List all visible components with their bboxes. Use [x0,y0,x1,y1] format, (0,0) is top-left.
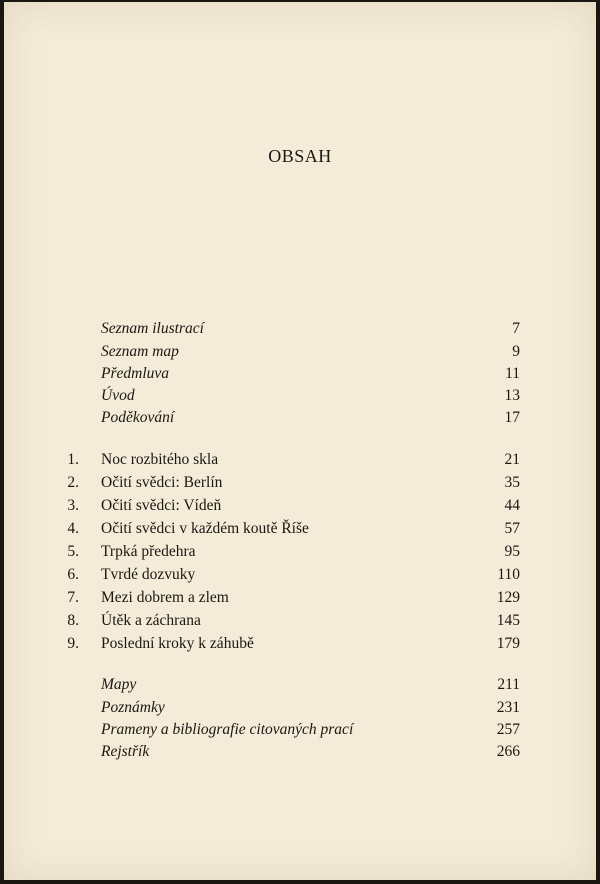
toc-chapter-number: 1. [67,451,79,468]
toc-chapter-number: 7. [67,589,79,606]
toc-entry [0,341,600,363]
toc-entry-page: 13 [504,387,520,404]
toc-chapter [0,518,600,540]
toc-chapter-page: 21 [504,451,520,468]
toc-entry [0,697,600,719]
toc-entry [0,363,600,385]
toc-entry-label: Poznámky [101,699,165,716]
toc-entry [0,719,600,741]
toc-chapter-label: Útěk a záchrana [101,612,201,629]
toc-chapter-page: 110 [497,566,520,583]
toc-chapter-number: 5. [67,543,79,560]
toc-chapter-number: 2. [67,474,79,491]
toc-chapter-page: 179 [496,635,520,652]
toc-entry-label: Úvod [101,387,135,404]
toc-chapter [0,633,600,655]
toc-chapter-number: 9. [67,635,79,652]
toc-chapter-label: Tvrdé dozvuky [101,566,196,583]
toc-chapter-label: Poslední kroky k záhubě [101,635,254,652]
toc-entry-page: 7 [512,320,520,337]
toc-entry-label: Seznam map [101,343,179,360]
toc-chapter-label: Očití svědci: Vídeň [101,497,222,514]
toc-entry-label: Seznam ilustrací [101,320,204,337]
toc-chapter-label: Mezi dobrem a zlem [101,589,229,606]
toc-entry-page: 211 [497,676,520,693]
toc-entry-page: 17 [504,409,520,426]
toc-chapter-number: 8. [67,612,79,629]
toc-entry-label: Poděkování [101,409,175,426]
toc-chapter-page: 44 [504,497,520,514]
toc-chapter-label: Očití svědci v každém koutě Říše [101,520,309,537]
toc-chapter-page: 95 [504,543,520,560]
toc-chapter [0,564,600,586]
toc-chapter [0,472,600,494]
toc-chapter-page: 129 [496,589,520,606]
toc-chapter-label: Noc rozbitého skla [101,451,219,468]
toc-entry [0,385,600,407]
toc-chapter-number: 4. [67,520,79,537]
toc-chapter-number: 3. [67,497,79,514]
toc-chapter-page: 57 [504,520,520,537]
toc-entry [0,407,600,429]
toc-entry-label: Prameny a bibliografie citovaných prací [101,721,354,738]
toc-chapter [0,610,600,632]
toc-entry-page: 231 [496,699,520,716]
toc-entry-page: 266 [496,743,520,760]
toc-entry [0,741,600,763]
toc-chapter-label: Očití svědci: Berlín [101,474,223,491]
toc-entry-page: 9 [512,343,520,360]
toc-chapter-label: Trpká předehra [101,543,196,560]
toc-entry-label: Rejstřík [101,743,150,760]
toc-chapter [0,495,600,517]
toc-chapter [0,541,600,563]
toc-chapter [0,587,600,609]
page-title: OBSAH [268,146,332,166]
toc-entry [0,318,600,340]
toc-entry-page: 11 [505,365,520,382]
toc-entry-label: Předmluva [101,365,170,382]
toc-entry [0,674,600,696]
toc-entry-page: 257 [496,721,520,738]
toc-chapter [0,449,600,471]
toc-entry-label: Mapy [101,676,137,693]
toc-chapter-number: 6. [67,566,79,583]
toc-chapter-page: 35 [504,474,520,491]
toc-chapter-page: 145 [496,612,520,629]
